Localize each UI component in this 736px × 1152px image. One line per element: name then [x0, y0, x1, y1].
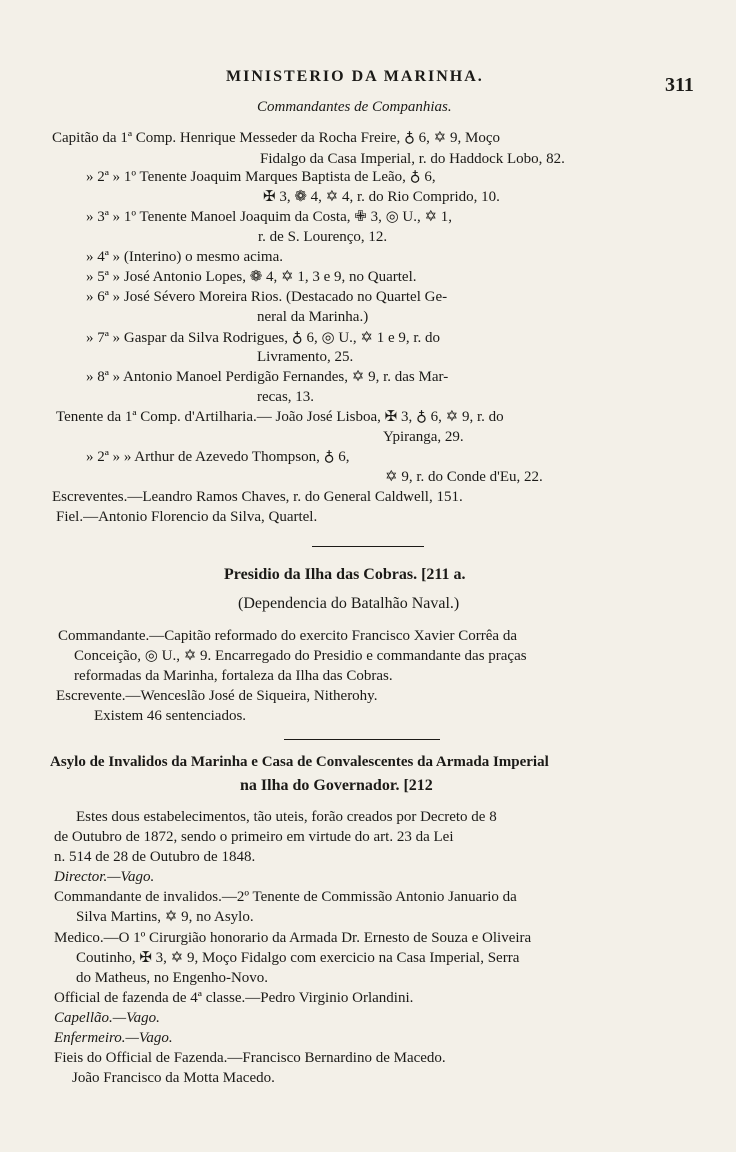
list-item: n. 514 de 28 de Outubro de 1848. — [54, 849, 256, 865]
list-item: Capitão da 1ª Comp. Henrique Messeder da Rocha Freire, ♁ 6, ✡ 9, Moço — [52, 130, 500, 146]
list-item: neral da Marinha.) — [257, 309, 369, 325]
page-number: 311 — [665, 74, 694, 96]
list-item: Coutinho, ✠ 3, ✡ 9, Moço Fidalgo com exercicio na Casa Imperial, Serra — [76, 950, 520, 966]
list-item: Fieis do Official de Fazenda.—Francisco Bernardino de Macedo. — [54, 1050, 446, 1066]
list-item: ✠ 3, ❁ 4, ✡ 4, r. do Rio Comprido, 10. — [263, 189, 500, 205]
section-divider — [312, 546, 424, 547]
list-item: » 7ª » Gaspar da Silva Rodrigues, ♁ 6, ◎ U., ✡ 1 e 9, r. do — [86, 330, 441, 346]
list-item: ✡ 9, r. do Conde d'Eu, 22. — [385, 469, 543, 485]
list-item: Official de fazenda de 4ª classe.—Pedro Virginio Orlandini. — [54, 990, 414, 1006]
list-item: » 2ª » » Arthur de Azevedo Thompson, ♁ 6, — [86, 449, 350, 465]
list-item: recas, 13. — [257, 389, 315, 405]
list-item: Livramento, 25. — [257, 349, 354, 365]
asylo-title-continued: na Ilha do Governador. [212 — [240, 777, 433, 794]
list-item: Fidalgo da Casa Imperial, r. do Haddock Lobo, 82. — [260, 151, 565, 167]
list-item: João Francisco da Motta Macedo. — [72, 1070, 275, 1086]
list-item: Capellão.—Vago. — [54, 1010, 160, 1026]
list-item: » 5ª » José Antonio Lopes, ❁ 4, ✡ 1, 3 e 9, no Quartel. — [86, 269, 417, 285]
list-item: Existem 46 sentenciados. — [94, 708, 247, 724]
list-item: » 6ª » José Sévero Moreira Rios. (Destacado no Quartel Ge- — [86, 289, 448, 305]
list-item: Escrevente.—Wenceslão José de Siqueira, Nitherohy. — [56, 688, 378, 704]
list-item: Escreventes.—Leandro Ramos Chaves, r. do General Caldwell, 151. — [52, 489, 463, 505]
list-item: Enfermeiro.—Vago. — [54, 1030, 173, 1046]
section-subtitle: Commandantes de Companhias. — [257, 99, 452, 115]
list-item: Medico.—O 1º Cirurgião honorario da Armada Dr. Ernesto de Souza e Oliveira — [54, 930, 532, 946]
list-item: » 2ª » 1º Tenente Joaquim Marques Baptista de Leão, ♁ 6, — [86, 169, 436, 185]
list-item: » 3ª » 1º Tenente Manoel Joaquim da Costa, ✙ 3, ◎ U., ✡ 1, — [86, 209, 453, 225]
list-item: Ypiranga, 29. — [383, 429, 464, 445]
section-divider — [284, 739, 440, 740]
list-item: Commandante.—Capitão reformado do exercito Francisco Xavier Corrêa da — [58, 628, 518, 644]
list-item: Tenente da 1ª Comp. d'Artilharia.— João José Lisboa, ✠ 3, ♁ 6, ✡ 9, r. do — [56, 409, 504, 425]
list-item: Estes dous estabelecimentos, tão uteis, forão creados por Decreto de 8 — [76, 809, 497, 825]
list-item: Director.—Vago. — [54, 869, 155, 885]
list-item: de Outubro de 1872, sendo o primeiro em virtude do art. 23 da Lei — [54, 829, 454, 845]
list-item: reformadas da Marinha, fortaleza da Ilha das Cobras. — [74, 668, 393, 684]
list-item: do Matheus, no Engenho-Novo. — [76, 970, 269, 986]
list-item: Silva Martins, ✡ 9, no Asylo. — [76, 909, 254, 925]
list-item: r. de S. Lourenço, 12. — [258, 229, 388, 245]
list-item: » 8ª » Antonio Manoel Perdigão Fernandes, ✡ 9, r. das Mar- — [86, 369, 449, 385]
list-item: Conceição, ◎ U., ✡ 9. Encarregado do Presidio e commandante das praças — [74, 648, 527, 664]
list-item: » 4ª » (Interino) o mesmo acima. — [86, 249, 283, 265]
asylo-title: Asylo de Invalidos da Marinha e Casa de Convalescentes da Armada Imperial — [50, 754, 549, 770]
presidio-title: Presidio da Ilha das Cobras. [211 a. — [224, 566, 466, 583]
page-header-title: MINISTERIO DA MARINHA. — [226, 68, 484, 85]
list-item: Fiel.—Antonio Florencio da Silva, Quartel. — [56, 509, 318, 525]
list-item: Commandante de invalidos.—2º Tenente de Commissão Antonio Januario da — [54, 889, 517, 905]
presidio-subtitle: (Dependencia do Batalhão Naval.) — [238, 595, 460, 612]
